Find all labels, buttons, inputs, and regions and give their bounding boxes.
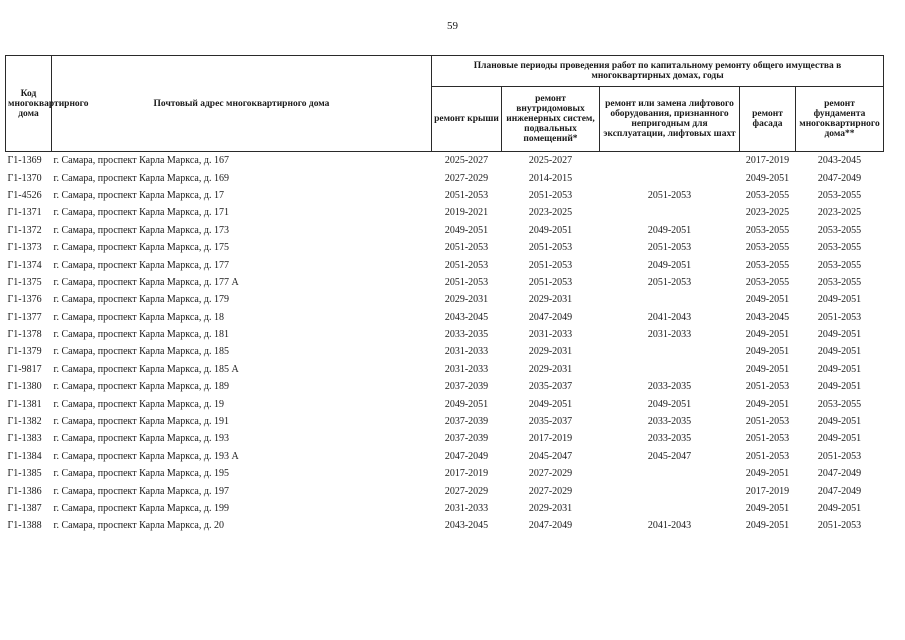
cell-systems: 2017-2019 (528, 433, 573, 445)
cell-facade: 2051-2053 (745, 433, 790, 445)
cell-elevator: 2033-2035 (647, 381, 692, 393)
cell-code: Г1-1377 (7, 311, 42, 323)
cell-address: г. Самара, проспект Карла Маркса, д. 185 А (53, 363, 239, 375)
cell-elevator: 2045-2047 (647, 450, 692, 462)
header-address: Почтовый адрес многоквартирного дома (52, 56, 432, 152)
cell-address: г. Самара, проспект Карла Маркса, д. 199 (53, 503, 229, 514)
cell-elevator (600, 500, 740, 517)
table-row (6, 378, 884, 395)
cell-address: г. Самара, проспект Карла Маркса, д. 177 А (53, 276, 239, 288)
cell-foundation: 2053-2055 (817, 259, 862, 271)
cell-elevator (600, 169, 740, 186)
cell-code: Г1-1388 (7, 520, 42, 532)
cell-systems: 2029-2031 (528, 503, 573, 514)
cell-address: г. Самара, проспект Карла Маркса, д. 193 А (53, 450, 239, 462)
cell-facade: 2049-2051 (745, 294, 790, 306)
cell-code: Г1-1375 (7, 276, 42, 288)
cell-address: г. Самара, проспект Карла Маркса, д. 175 (53, 242, 229, 254)
header-roof: ремонт крыши (432, 87, 502, 152)
cell-facade: 2051-2053 (745, 381, 790, 393)
cell-elevator: 2049-2051 (647, 259, 692, 271)
cell-facade: 2049-2051 (745, 172, 790, 184)
table-row (6, 239, 884, 256)
cell-facade: 2051-2053 (745, 450, 790, 462)
cell-foundation: 2051-2053 (817, 520, 862, 532)
cell-foundation: 2049-2051 (817, 294, 862, 306)
cell-systems: 2051-2053 (528, 189, 573, 201)
cell-code: Г1-1371 (7, 207, 42, 219)
cell-roof: 2043-2045 (444, 520, 489, 532)
table-row (6, 448, 884, 465)
cell-roof: 2017-2019 (444, 468, 489, 480)
cell-code: Г1-1380 (7, 381, 42, 393)
cell-code: Г1-1372 (7, 224, 42, 236)
cell-systems: 2027-2029 (528, 485, 573, 497)
cell-roof: 2051-2053 (444, 189, 489, 201)
cell-elevator (600, 465, 740, 482)
cell-systems: 2051-2053 (528, 276, 573, 288)
cell-elevator: 2041-2043 (647, 520, 692, 532)
cell-elevator: 2033-2035 (647, 433, 692, 445)
cell-roof: 2027-2029 (444, 172, 489, 184)
cell-code: Г1-1386 (7, 485, 42, 497)
cell-elevator (600, 361, 740, 378)
cell-address: г. Самара, проспект Карла Маркса, д. 179 (53, 294, 229, 306)
cell-code: Г1-1369 (6, 152, 52, 170)
cell-facade: 2023-2025 (745, 207, 790, 219)
cell-address: г. Самара, проспект Карла Маркса, д. 177 (53, 259, 229, 271)
cell-systems: 2029-2031 (528, 363, 573, 375)
cell-address: г. Самара, проспект Карла Маркса, д. 193 (53, 433, 229, 445)
cell-code: Г1-1376 (7, 294, 42, 306)
cell-address: г. Самара, проспект Карла Маркса, д. 19 (53, 398, 224, 410)
table-row (6, 309, 884, 326)
cell-facade: 2053-2055 (745, 242, 790, 254)
cell-code: Г1-1370 (7, 172, 42, 184)
cell-foundation: 2051-2053 (817, 311, 862, 323)
cell-foundation: 2047-2049 (817, 468, 862, 480)
cell-address: г. Самара, проспект Карла Маркса, д. 167 (52, 152, 432, 170)
cell-systems: 2047-2049 (528, 520, 573, 532)
cell-address: г. Самара, проспект Карла Маркса, д. 197 (53, 485, 229, 497)
cell-elevator: 2041-2043 (647, 311, 692, 323)
table-row (6, 343, 884, 360)
cell-roof: 2033-2035 (444, 329, 489, 341)
cell-roof: 2031-2033 (444, 503, 489, 514)
cell-foundation: 2049-2051 (817, 346, 862, 358)
cell-address: г. Самара, проспект Карла Маркса, д. 17 (53, 189, 224, 201)
cell-roof: 2027-2029 (444, 485, 489, 497)
cell-code: Г1-1383 (7, 433, 42, 445)
cell-code: Г1-1374 (7, 259, 42, 271)
header-elevator: ремонт или замена лифтового оборудования, признанного непригодным для эксплуатации, лифтовых шахт (600, 87, 740, 152)
cell-facade: 2049-2051 (745, 329, 790, 341)
cell-foundation: 2047-2049 (817, 172, 862, 184)
cell-address: г. Самара, проспект Карла Маркса, д. 171 (53, 207, 229, 219)
cell-systems: 2029-2031 (528, 346, 573, 358)
cell-facade: 2017-2019 (740, 152, 796, 170)
cell-roof: 2047-2049 (444, 450, 489, 462)
cell-roof: 2043-2045 (444, 311, 489, 323)
cell-roof: 2025-2027 (432, 152, 502, 170)
cell-code: Г1-1379 (7, 346, 42, 358)
cell-foundation: 2049-2051 (817, 381, 862, 393)
table-row (6, 204, 884, 221)
cell-facade: 2051-2053 (745, 416, 790, 428)
cell-code: Г1-1385 (7, 468, 42, 480)
cell-foundation: 2051-2053 (817, 450, 862, 462)
table-row (6, 222, 884, 239)
table-row (6, 465, 884, 482)
cell-address: г. Самара, проспект Карла Маркса, д. 18 (53, 311, 224, 323)
cell-systems: 2014-2015 (528, 172, 573, 184)
table-row (6, 169, 884, 186)
cell-systems: 2049-2051 (528, 224, 573, 236)
cell-systems: 2027-2029 (528, 468, 573, 480)
cell-systems: 2051-2053 (528, 259, 573, 271)
table-row (6, 256, 884, 273)
cell-elevator (600, 204, 740, 221)
cell-facade: 2053-2055 (745, 259, 790, 271)
cell-address: г. Самара, проспект Карла Маркса, д. 181 (53, 329, 229, 341)
cell-roof: 2051-2053 (444, 259, 489, 271)
cell-code: Г1-1381 (7, 398, 42, 410)
cell-systems: 2023-2025 (528, 207, 573, 219)
cell-address: г. Самара, проспект Карла Маркса, д. 195 (53, 468, 229, 480)
cell-code: Г1-4526 (7, 189, 42, 201)
cell-elevator: 2049-2051 (647, 224, 692, 236)
cell-code: Г1-1384 (7, 450, 42, 462)
table-body (6, 152, 884, 535)
cell-systems: 2045-2047 (528, 450, 573, 462)
cell-roof: 2029-2031 (444, 294, 489, 306)
cell-foundation: 2049-2051 (817, 503, 862, 514)
cell-systems: 2031-2033 (528, 329, 573, 341)
cell-foundation: 2049-2051 (817, 416, 862, 428)
cell-roof: 2037-2039 (444, 381, 489, 393)
header-foundation: ремонт фундамента многоквартирного дома** (796, 87, 884, 152)
cell-facade: 2049-2051 (745, 398, 790, 410)
table-row (6, 482, 884, 499)
cell-foundation: 2043-2045 (796, 152, 884, 170)
table-row (6, 413, 884, 430)
table-row (6, 361, 884, 378)
cell-foundation: 2053-2055 (817, 276, 862, 288)
page-number: 59 (447, 20, 458, 32)
table-row (6, 395, 884, 412)
cell-facade: 2017-2019 (745, 485, 790, 497)
cell-facade: 2049-2051 (745, 363, 790, 375)
header-systems: ремонт внутридомовых инженерных систем, подвальных помещений* (502, 87, 600, 152)
cell-address: г. Самара, проспект Карла Маркса, д. 169 (53, 172, 229, 184)
repair-schedule-table (5, 55, 884, 535)
cell-roof: 2037-2039 (444, 416, 489, 428)
table-row (6, 291, 884, 308)
table-row (6, 274, 884, 291)
cell-foundation: 2053-2055 (817, 242, 862, 254)
cell-systems: 2035-2037 (528, 381, 573, 393)
cell-foundation: 2053-2055 (817, 398, 862, 410)
cell-code: Г1-1378 (7, 329, 42, 341)
table-row (6, 187, 884, 204)
cell-foundation: 2049-2051 (817, 433, 862, 445)
cell-roof: 2037-2039 (444, 433, 489, 445)
cell-address: г. Самара, проспект Карла Маркса, д. 173 (53, 224, 229, 236)
cell-roof: 2031-2033 (444, 363, 489, 375)
cell-facade: 2049-2051 (745, 503, 790, 514)
cell-roof: 2031-2033 (444, 346, 489, 358)
cell-systems: 2051-2053 (528, 242, 573, 254)
cell-foundation: 2053-2055 (817, 189, 862, 201)
cell-address: г. Самара, проспект Карла Маркса, д. 20 (53, 520, 224, 532)
cell-systems: 2035-2037 (528, 416, 573, 428)
header-code: Код многоквартирного дома (6, 56, 52, 152)
table-row (6, 517, 884, 534)
cell-code: Г1-9817 (7, 363, 42, 375)
cell-elevator (600, 291, 740, 308)
cell-roof: 2019-2021 (444, 207, 489, 219)
cell-systems: 2049-2051 (528, 398, 573, 410)
table-row (6, 152, 884, 170)
cell-code: Г1-1373 (7, 242, 42, 254)
cell-systems: 2025-2027 (502, 152, 600, 170)
cell-facade: 2043-2045 (745, 311, 790, 323)
cell-roof: 2049-2051 (444, 398, 489, 410)
cell-facade: 2053-2055 (745, 224, 790, 236)
cell-elevator: 2049-2051 (647, 398, 692, 410)
cell-elevator: 2051-2053 (647, 189, 692, 201)
cell-elevator (600, 482, 740, 499)
cell-foundation: 2049-2051 (817, 329, 862, 341)
cell-address: г. Самара, проспект Карла Маркса, д. 189 (53, 381, 229, 393)
cell-elevator: 2031-2033 (647, 329, 692, 341)
cell-code: Г1-1382 (7, 416, 42, 428)
header-row-main (6, 56, 884, 87)
cell-elevator (600, 152, 740, 170)
cell-code: Г1-1387 (7, 503, 42, 514)
table-row (6, 500, 884, 517)
cell-facade: 2049-2051 (745, 520, 790, 532)
cell-elevator: 2051-2053 (647, 276, 692, 288)
cell-foundation: 2053-2055 (817, 224, 862, 236)
header-group: Плановые периоды проведения работ по капитальному ремонту общего имущества в многоквартирных домах, годы (432, 56, 884, 87)
header-facade: ремонт фасада (740, 87, 796, 152)
cell-elevator: 2033-2035 (647, 416, 692, 428)
cell-elevator: 2051-2053 (647, 242, 692, 254)
cell-elevator (600, 343, 740, 360)
cell-address: г. Самара, проспект Карла Маркса, д. 191 (53, 416, 229, 428)
cell-roof: 2049-2051 (444, 224, 489, 236)
cell-systems: 2029-2031 (528, 294, 573, 306)
cell-facade: 2049-2051 (745, 468, 790, 480)
cell-facade: 2053-2055 (745, 276, 790, 288)
cell-facade: 2053-2055 (745, 189, 790, 201)
cell-foundation: 2047-2049 (817, 485, 862, 497)
cell-address: г. Самара, проспект Карла Маркса, д. 185 (53, 346, 229, 358)
cell-foundation: 2023-2025 (817, 207, 862, 219)
cell-facade: 2049-2051 (745, 346, 790, 358)
table-row (6, 430, 884, 447)
table-row (6, 326, 884, 343)
cell-roof: 2051-2053 (444, 276, 489, 288)
cell-roof: 2051-2053 (444, 242, 489, 254)
cell-systems: 2047-2049 (528, 311, 573, 323)
cell-foundation: 2049-2051 (817, 363, 862, 375)
